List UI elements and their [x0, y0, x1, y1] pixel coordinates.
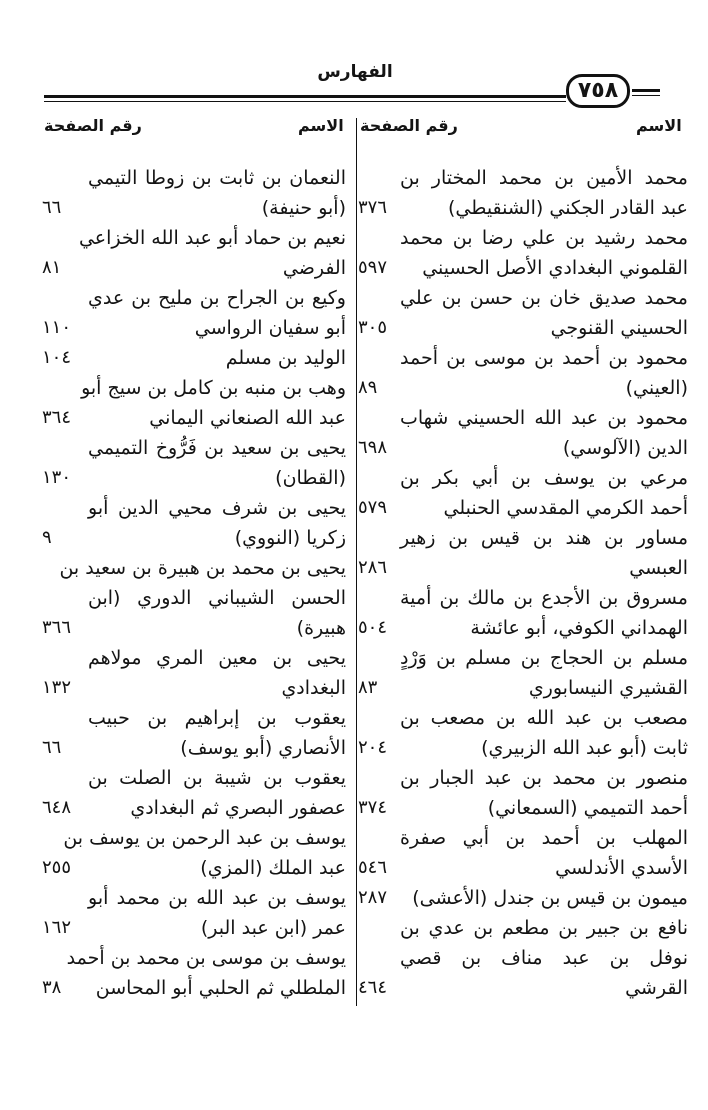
index-entry — [358, 343, 688, 403]
entry-name-line: يوسف بن موسى بن محمد بن أحمد — [66, 947, 346, 969]
entry-page-number: ١٦٢ — [42, 917, 72, 938]
index-entry — [358, 463, 688, 523]
entry-name-line: منصور بن محمد بن عبد الجبار بن — [400, 767, 688, 789]
left-index-column — [42, 163, 346, 1003]
index-entry — [42, 703, 346, 763]
entry-name-line: محمد صديق خان بن حسن بن علي — [400, 287, 688, 309]
entry-name-line: نافع بن جبير بن مطعم بن عدي بن — [400, 917, 688, 939]
entry-name-line: عمر (ابن عبد البر) — [200, 917, 346, 939]
entry-name-line: نعيم بن حماد أبو عبد الله الخزاعي — [78, 227, 346, 249]
entry-page-number: ٦٦ — [42, 197, 62, 218]
index-entry — [358, 703, 688, 763]
index-entry — [42, 883, 346, 943]
index-entry — [42, 343, 346, 373]
entry-page-number: ٦٤٨ — [42, 797, 72, 818]
index-entry — [358, 223, 688, 283]
entry-page-number: ٦٩٨ — [358, 437, 388, 458]
entry-name-line: الفرضي — [282, 257, 346, 279]
index-entry — [42, 553, 346, 643]
entry-name-line: الحسيني القنوجي — [550, 317, 688, 339]
entry-page-number: ٣٦٦ — [42, 617, 72, 638]
entry-name-line: أحمد التميمي (السمعاني) — [487, 797, 688, 819]
entry-name-line: محمد الأمين بن محمد المختار بن — [400, 167, 688, 189]
index-entry — [42, 763, 346, 823]
entry-page-number: ٢٥٥ — [42, 857, 72, 878]
entry-page-number: ١٣٢ — [42, 677, 72, 698]
header-rule-right-thick — [632, 89, 660, 92]
right-col-name-heading: الاسم — [636, 116, 682, 135]
index-entry — [358, 913, 688, 1003]
entry-name-line: عصفور البصري ثم البغدادي — [130, 797, 346, 819]
entry-name-line: يحيى بن شرف محيي الدين أبو — [88, 497, 346, 519]
entry-name-line: وكيع بن الجراح بن مليح بن عدي — [88, 287, 346, 309]
entry-name-line: الحسن الشيباني الدوري (ابن — [88, 587, 346, 609]
index-entry — [358, 283, 688, 343]
entry-page-number: ٥٤٦ — [358, 857, 388, 878]
entry-name-line: القرشي — [625, 977, 688, 999]
index-entry — [358, 763, 688, 823]
right-col-page-heading: رقم الصفحة — [360, 116, 458, 135]
entry-page-number: ٢٨٧ — [358, 887, 388, 908]
index-entry — [42, 433, 346, 493]
entry-page-number: ٨٣ — [358, 677, 378, 698]
left-col-name-heading: الاسم — [298, 116, 344, 135]
entry-name-line: الملطلي ثم الحلبي أبو المحاسن — [95, 977, 346, 999]
index-entry — [42, 283, 346, 343]
entry-name-line: هبيرة) — [296, 617, 346, 639]
index-entry — [358, 163, 688, 223]
entry-page-number: ٢٠٤ — [358, 737, 388, 758]
entry-name-line: عبد القادر الجكني (الشنقيطي) — [447, 197, 688, 219]
column-divider — [356, 118, 357, 1006]
entry-page-number: ٣٧٤ — [358, 797, 388, 818]
entry-name-line: زكريا (النووي) — [234, 527, 346, 549]
entry-name-line: البغدادي — [281, 677, 346, 699]
entry-page-number: ٥٧٩ — [358, 497, 388, 518]
entry-page-number: ١١٠ — [42, 317, 72, 338]
entry-name-line: يحيى بن سعيد بن فَرُّوخ التميمي — [88, 437, 346, 459]
entry-page-number: ٤٦٤ — [358, 977, 388, 998]
entry-name-line: عبد الملك (المزي) — [200, 857, 346, 879]
entry-page-number: ١٣٠ — [42, 467, 72, 488]
header-rule-thick — [44, 95, 566, 98]
entry-name-line: (أبو حنيفة) — [261, 197, 346, 219]
entry-name-line: وهب بن منبه بن كامل بن سيج أبو — [81, 377, 346, 399]
entry-name-line: نوفل بن عبد مناف بن قصي — [400, 947, 688, 969]
entry-name-line: الدين (الآلوسي) — [562, 437, 688, 459]
entry-name-line: عبد الله الصنعاني اليماني — [149, 407, 346, 429]
entry-page-number: ٨٩ — [358, 377, 378, 398]
index-entry — [358, 643, 688, 703]
index-entry — [42, 223, 346, 283]
entry-page-number: ٣٧٦ — [358, 197, 388, 218]
entry-name-line: يحيى بن معين المري مولاهم — [88, 647, 346, 669]
entry-name-line: الأنصاري (أبو يوسف) — [180, 737, 346, 759]
entry-page-number: ٢٨٦ — [358, 557, 388, 578]
entry-name-line: المهلب بن أحمد بن أبي صفرة — [400, 827, 688, 849]
entry-name-line: أبو سفيان الرواسي — [194, 317, 346, 339]
left-col-page-heading: رقم الصفحة — [44, 116, 142, 135]
index-entry — [42, 493, 346, 553]
entry-name-line: القشيري النيسابوري — [528, 677, 688, 699]
header-rule-thin — [44, 101, 566, 102]
entry-name-line: يعقوب بن إبراهيم بن حبيب — [88, 707, 346, 729]
entry-name-line: يوسف بن عبد الله بن محمد أبو — [88, 887, 346, 909]
entry-name-line: مصعب بن عبد الله بن مصعب بن — [400, 707, 688, 729]
entry-name-line: يوسف بن عبد الرحمن بن يوسف بن — [63, 827, 346, 849]
entry-name-line: أحمد الكرمي المقدسي الحنبلي — [443, 497, 688, 519]
entry-name-line: يعقوب بن شيبة بن الصلت بن — [88, 767, 346, 789]
entry-page-number: ٣٦٤ — [42, 407, 72, 428]
entry-name-line: القلموني البغدادي الأصل الحسيني — [422, 257, 688, 279]
index-entry — [358, 583, 688, 643]
index-entry — [42, 943, 346, 1003]
entry-page-number: ٦٦ — [42, 737, 62, 758]
entry-page-number: ٣٠٥ — [358, 317, 388, 338]
index-entry — [358, 403, 688, 463]
entry-page-number: ٥٠٤ — [358, 617, 388, 638]
entry-name-line: الوليد بن مسلم — [225, 347, 346, 369]
index-entry — [358, 823, 688, 883]
entry-page-number: ٩ — [42, 527, 52, 548]
index-entry — [358, 883, 688, 913]
entry-name-line: العبسي — [629, 557, 688, 579]
entry-name-line: (العيني) — [625, 377, 688, 399]
entry-page-number: ١٠٤ — [42, 347, 72, 368]
entry-name-line: مساور بن هند بن قيس بن زهير — [400, 527, 688, 549]
entry-name-line: ميمون بن قيس بن جندل (الأعشى) — [412, 887, 688, 909]
entry-page-number: ٣٨ — [42, 977, 62, 998]
entry-name-line: مرعي بن يوسف بن أبي بكر بن — [400, 467, 688, 489]
right-index-column — [358, 163, 688, 1003]
entry-name-line: مسلم بن الحجاج بن مسلم بن وَرْدٍ — [400, 647, 688, 669]
entry-name-line: يحيى بن محمد بن هبيرة بن سعيد بن — [59, 557, 346, 579]
entry-name-line: الهمداني الكوفي، أبو عائشة — [470, 617, 688, 639]
entry-name-line: النعمان بن ثابت بن زوطا التيمي — [88, 167, 346, 189]
entry-page-number: ٥٩٧ — [358, 257, 388, 278]
index-entry — [42, 643, 346, 703]
entry-name-line: محمد رشيد بن علي رضا بن محمد — [400, 227, 688, 249]
running-header-title: الفهارس — [317, 62, 393, 82]
entry-name-line: محمود بن عبد الله الحسيني شهاب — [400, 407, 688, 429]
index-entry — [358, 523, 688, 583]
entry-name-line: (القطان) — [275, 467, 346, 489]
entry-page-number: ٨١ — [42, 257, 62, 278]
entry-name-line: محمود بن أحمد بن موسى بن أحمد — [400, 347, 688, 369]
entry-name-line: مسروق بن الأجدع بن مالك بن أمية — [400, 587, 688, 609]
entry-name-line: الأسدي الأندلسي — [555, 857, 688, 879]
entry-name-line: ثابت (أبو عبد الله الزبيري) — [481, 737, 688, 759]
index-entry — [42, 163, 346, 223]
header-rule-right-thin — [632, 95, 660, 96]
page-number-badge: ٧٥٨ — [566, 74, 630, 108]
index-entry — [42, 373, 346, 433]
index-entry — [42, 823, 346, 883]
